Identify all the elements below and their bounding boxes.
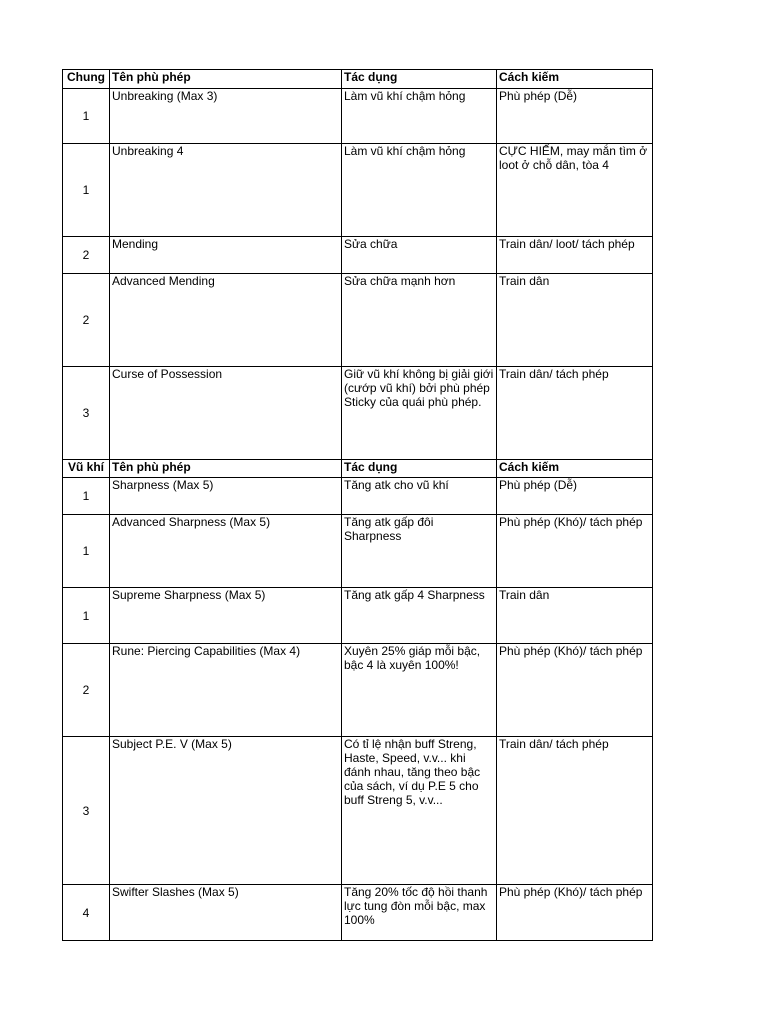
header-category: Vũ khí	[63, 460, 110, 478]
header-enchant-name: Tên phù phép	[110, 70, 342, 89]
enchant-obtain: Phù phép (Dễ)	[497, 89, 653, 144]
table-row	[63, 144, 653, 237]
row-number: 2	[63, 274, 110, 367]
table-row	[63, 588, 653, 644]
row-number: 3	[63, 367, 110, 460]
enchant-name: Unbreaking 4	[110, 144, 342, 237]
row-number: 4	[63, 885, 110, 941]
enchant-name: Supreme Sharpness (Max 5)	[110, 588, 342, 644]
enchant-obtain: Phù phép (Khó)/ tách phép	[497, 885, 653, 941]
row-number: 1	[63, 588, 110, 644]
enchant-obtain: CỰC HIẾM, may mắn tìm ở loot ở chỗ dân, tòa 4	[497, 144, 653, 237]
header-effect: Tác dụng	[342, 460, 497, 478]
enchant-obtain: Train dân	[497, 588, 653, 644]
enchant-name: Curse of Possession	[110, 367, 342, 460]
enchant-effect: Tăng atk gấp 4 Sharpness	[342, 588, 497, 644]
enchant-obtain: Phù phép (Dễ)	[497, 478, 653, 515]
enchant-name: Rune: Piercing Capabilities (Max 4)	[110, 644, 342, 737]
header-how-to-obtain: Cách kiếm	[497, 460, 653, 478]
enchantment-table	[62, 69, 653, 941]
row-number: 2	[63, 237, 110, 274]
enchant-effect: Tăng atk cho vũ khí	[342, 478, 497, 515]
enchant-effect: Tăng atk gấp đôi Sharpness	[342, 515, 497, 588]
enchant-effect: Làm vũ khí chậm hỏng	[342, 144, 497, 237]
header-row	[63, 70, 653, 89]
header-enchant-name: Tên phù phép	[110, 460, 342, 478]
table-row	[63, 644, 653, 737]
enchant-name: Swifter Slashes (Max 5)	[110, 885, 342, 941]
table-row	[63, 237, 653, 274]
enchant-effect: Tăng 20% tốc độ hồi thanh lực tung đòn mỗi bậc, max 100%	[342, 885, 497, 941]
row-number: 1	[63, 478, 110, 515]
row-number: 1	[63, 144, 110, 237]
enchant-name: Unbreaking (Max 3)	[110, 89, 342, 144]
enchant-effect: Làm vũ khí chậm hỏng	[342, 89, 497, 144]
enchant-effect: Sửa chữa	[342, 237, 497, 274]
table-row	[63, 737, 653, 885]
table-row	[63, 89, 653, 144]
header-row	[63, 460, 653, 478]
enchant-obtain: Train dân/ tách phép	[497, 367, 653, 460]
row-number: 3	[63, 737, 110, 885]
enchant-obtain: Phù phép (Khó)/ tách phép	[497, 644, 653, 737]
enchant-effect: Xuyên 25% giáp mỗi bậc, bậc 4 là xuyên 100%!	[342, 644, 497, 737]
header-effect: Tác dụng	[342, 70, 497, 89]
enchant-name: Sharpness (Max 5)	[110, 478, 342, 515]
table-row	[63, 367, 653, 460]
table-row	[63, 515, 653, 588]
enchant-obtain: Train dân/ tách phép	[497, 737, 653, 885]
enchant-name: Advanced Mending	[110, 274, 342, 367]
enchant-name: Advanced Sharpness (Max 5)	[110, 515, 342, 588]
row-number: 1	[63, 515, 110, 588]
enchant-obtain: Train dân	[497, 274, 653, 367]
table-row	[63, 885, 653, 941]
header-how-to-obtain: Cách kiếm	[497, 70, 653, 89]
table-row	[63, 274, 653, 367]
enchant-obtain: Train dân/ loot/ tách phép	[497, 237, 653, 274]
enchant-name: Subject P.E. V (Max 5)	[110, 737, 342, 885]
enchant-effect: Có tỉ lệ nhận buff Streng, Haste, Speed, v.v... khi đánh nhau, tăng theo bậc của sách, ví dụ P.E 5 cho buff Streng 5, v.v...	[342, 737, 497, 885]
header-category: Chung	[63, 70, 110, 89]
row-number: 1	[63, 89, 110, 144]
enchant-effect: Sửa chữa mạnh hơn	[342, 274, 497, 367]
row-number: 2	[63, 644, 110, 737]
enchant-effect: Giữ vũ khí không bị giải giới (cướp vũ khí) bởi phù phép Sticky của quái phù phép.	[342, 367, 497, 460]
table-row	[63, 478, 653, 515]
enchant-obtain: Phù phép (Khó)/ tách phép	[497, 515, 653, 588]
enchant-name: Mending	[110, 237, 342, 274]
